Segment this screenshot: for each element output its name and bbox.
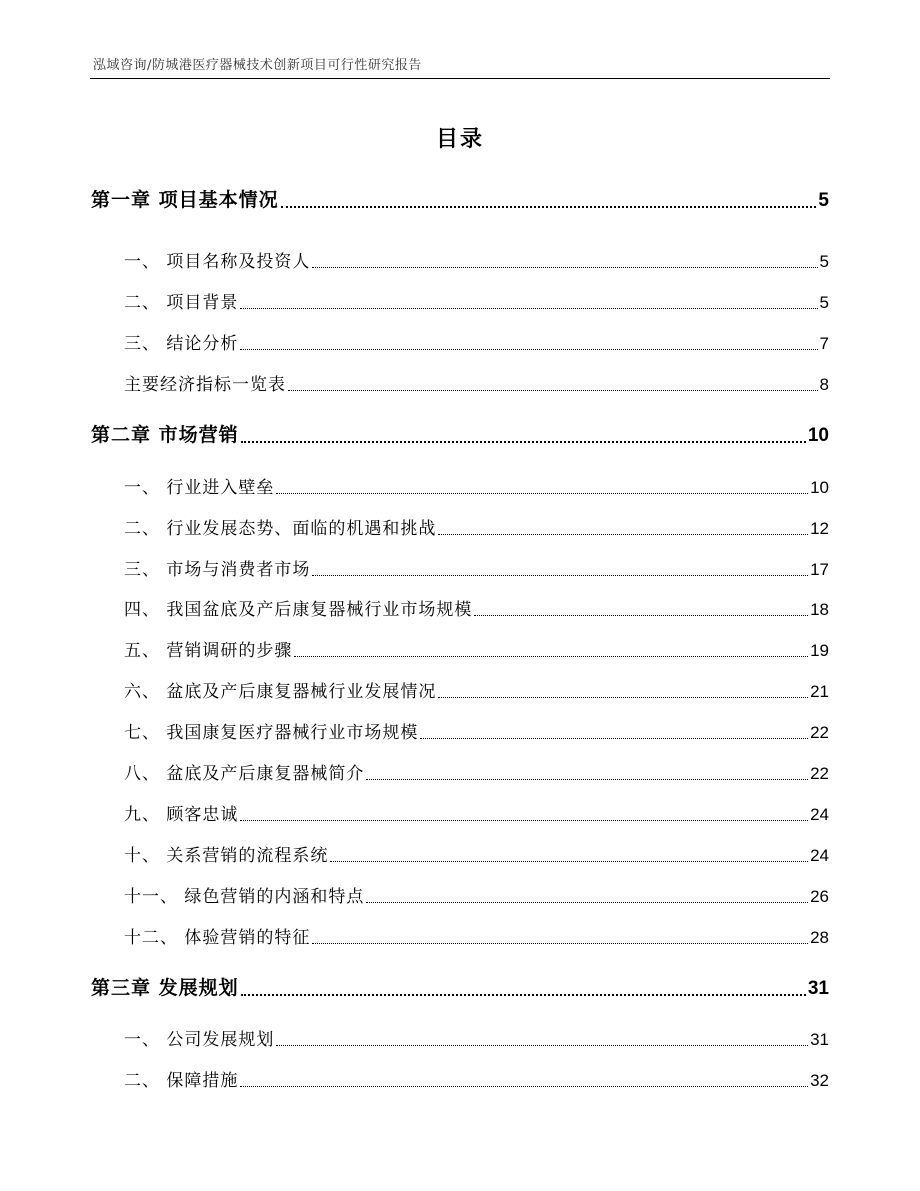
toc-label: 二、 保障措施 bbox=[124, 1071, 239, 1091]
toc-label: 第三章 发展规划 bbox=[91, 977, 239, 999]
toc-leader bbox=[240, 1086, 808, 1087]
toc-leader bbox=[438, 534, 808, 535]
toc-entry[interactable] bbox=[124, 800, 829, 825]
toc-leader bbox=[312, 575, 808, 576]
toc-entry[interactable] bbox=[124, 514, 829, 539]
toc-page-number: 22 bbox=[810, 764, 829, 783]
toc-entry[interactable] bbox=[124, 882, 829, 907]
toc-label: 九、 顾客忠诚 bbox=[124, 805, 239, 825]
toc-leader bbox=[288, 390, 818, 391]
toc-label: 一、 项目名称及投资人 bbox=[124, 252, 311, 272]
page-title: 目录 bbox=[435, 127, 484, 152]
toc-page-number: 21 bbox=[810, 682, 829, 701]
toc-leader bbox=[240, 820, 808, 821]
toc-page-number: 31 bbox=[807, 978, 829, 999]
toc-page-number: 18 bbox=[810, 600, 829, 619]
toc-page-number: 26 bbox=[810, 887, 829, 906]
toc-page-number: 12 bbox=[810, 519, 829, 538]
toc-label: 四、 我国盆底及产后康复器械行业市场规模 bbox=[124, 600, 473, 620]
toc-label: 二、 行业发展态势、面临的机遇和挑战 bbox=[124, 519, 437, 539]
toc-leader bbox=[240, 308, 817, 309]
toc-entry[interactable] bbox=[124, 677, 829, 702]
toc-label: 第二章 市场营销 bbox=[91, 424, 239, 446]
toc-entry[interactable] bbox=[124, 555, 829, 580]
toc-leader bbox=[241, 994, 806, 996]
toc-label: 二、 项目背景 bbox=[124, 293, 239, 313]
toc-entry[interactable] bbox=[124, 759, 829, 784]
toc-page-number: 10 bbox=[810, 478, 829, 497]
toc-leader bbox=[438, 697, 808, 698]
toc-label: 第一章 项目基本情况 bbox=[91, 189, 279, 211]
header-divider bbox=[90, 78, 830, 79]
toc-label: 十二、 体验营销的特征 bbox=[124, 928, 311, 948]
toc-entry[interactable] bbox=[124, 473, 829, 498]
toc-page-number: 19 bbox=[810, 641, 829, 660]
toc-label: 一、 行业进入壁垒 bbox=[124, 478, 275, 498]
toc-label: 三、 结论分析 bbox=[124, 334, 239, 354]
toc-page-number: 24 bbox=[810, 846, 829, 865]
toc-chapter-3[interactable] bbox=[91, 973, 829, 1000]
toc-label: 主要经济指标一览表 bbox=[124, 375, 286, 395]
toc-page-number: 7 bbox=[819, 334, 829, 353]
toc-label: 三、 市场与消费者市场 bbox=[124, 560, 311, 580]
toc-entry[interactable] bbox=[124, 718, 829, 743]
running-header: 泓域咨询/防城港医疗器械技术创新项目可行性研究报告 bbox=[93, 58, 422, 73]
toc-leader bbox=[276, 1045, 808, 1046]
toc-page-number: 8 bbox=[819, 375, 829, 394]
toc-page-number: 22 bbox=[810, 723, 829, 742]
toc-leader bbox=[241, 441, 806, 443]
toc-label: 八、 盆底及产后康复器械简介 bbox=[124, 764, 365, 784]
toc-entry[interactable] bbox=[124, 329, 829, 354]
toc-leader bbox=[312, 267, 817, 268]
toc-label: 七、 我国康复医疗器械行业市场规模 bbox=[124, 723, 419, 743]
toc-page-number: 5 bbox=[819, 293, 829, 312]
toc-entry[interactable] bbox=[124, 595, 829, 620]
toc-label: 一、 公司发展规划 bbox=[124, 1030, 275, 1050]
toc-entry[interactable] bbox=[124, 1025, 829, 1050]
toc-leader bbox=[366, 902, 808, 903]
toc-page-number: 28 bbox=[810, 928, 829, 947]
toc-label: 十、 关系营销的流程系统 bbox=[124, 846, 329, 866]
toc-entry[interactable] bbox=[124, 636, 829, 661]
toc-entry[interactable] bbox=[124, 1066, 829, 1091]
toc-leader bbox=[330, 861, 808, 862]
toc-entry[interactable] bbox=[124, 923, 829, 948]
toc-label: 十一、 绿色营销的内涵和特点 bbox=[124, 887, 365, 907]
toc-entry[interactable] bbox=[124, 841, 829, 866]
toc-page-number: 32 bbox=[810, 1071, 829, 1090]
toc-leader bbox=[474, 615, 808, 616]
toc-page-number: 24 bbox=[810, 805, 829, 824]
toc-entry[interactable] bbox=[124, 370, 829, 395]
toc-page-number: 31 bbox=[810, 1030, 829, 1049]
toc-label: 六、 盆底及产后康复器械行业发展情况 bbox=[124, 682, 437, 702]
toc-entry[interactable] bbox=[124, 288, 829, 313]
toc-leader bbox=[276, 493, 808, 494]
toc-leader bbox=[312, 943, 808, 944]
toc-page-number: 5 bbox=[818, 190, 829, 211]
toc-leader bbox=[294, 656, 808, 657]
toc-leader bbox=[240, 349, 817, 350]
toc-leader bbox=[281, 206, 817, 208]
toc-page-number: 10 bbox=[807, 425, 829, 446]
toc-chapter-1[interactable] bbox=[91, 185, 829, 212]
toc-page-number: 17 bbox=[810, 560, 829, 579]
toc-chapter-2[interactable] bbox=[91, 420, 829, 447]
toc-leader bbox=[366, 779, 808, 780]
toc-leader bbox=[420, 738, 808, 739]
toc-entry[interactable] bbox=[124, 247, 829, 272]
toc-label: 五、 营销调研的步骤 bbox=[124, 641, 293, 661]
toc-page-number: 5 bbox=[819, 252, 829, 271]
